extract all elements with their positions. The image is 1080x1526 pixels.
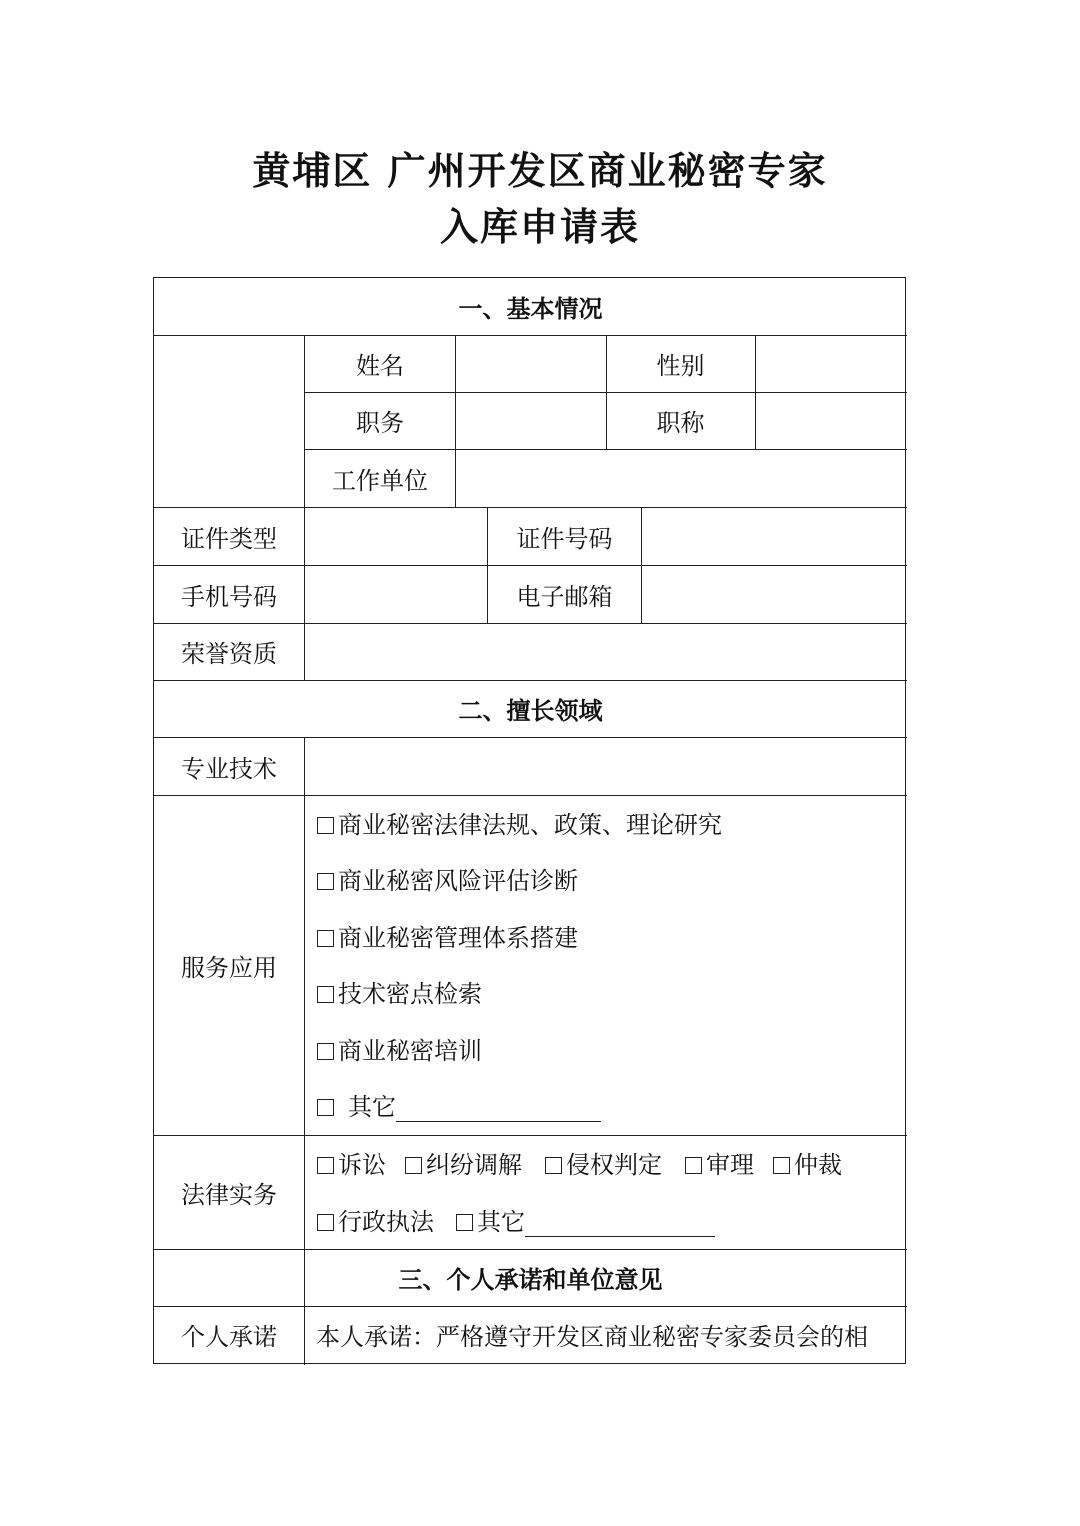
checkbox-icon[interactable] <box>685 1157 702 1174</box>
form-title-line2: 入库申请表 <box>439 205 640 249</box>
employer-field[interactable] <box>456 449 907 507</box>
service-label: 服务应用 <box>181 953 277 982</box>
checkbox-icon[interactable] <box>773 1157 790 1174</box>
photo-area[interactable] <box>154 335 304 507</box>
id-number-field[interactable] <box>642 507 907 565</box>
checkbox-icon[interactable] <box>317 1214 334 1231</box>
service-option[interactable]: 商业秘密培训 <box>317 1036 482 1066</box>
legal-option[interactable]: 诉讼 <box>317 1150 386 1180</box>
checkbox-icon[interactable] <box>317 1043 334 1060</box>
checkbox-icon[interactable] <box>317 1157 334 1174</box>
name-field[interactable] <box>456 335 606 392</box>
tech-field[interactable] <box>305 737 907 795</box>
form-title-line1: 黄埔区 广州开发区商业秘密专家 <box>252 149 828 193</box>
checkbox-icon[interactable] <box>317 873 334 890</box>
service-option[interactable]: 技术密点检索 <box>317 979 482 1009</box>
service-option[interactable]: 商业秘密风险评估诊断 <box>317 866 578 896</box>
legal-option[interactable]: 纠纷调解 <box>405 1150 522 1180</box>
gender-label: 性别 <box>656 352 705 380</box>
gender-field[interactable] <box>756 335 907 392</box>
checkbox-icon[interactable] <box>317 817 334 834</box>
employer-label: 工作单位 <box>332 466 428 495</box>
legal-option-other[interactable]: 其它 <box>456 1207 715 1237</box>
id-number-label: 证件号码 <box>516 524 613 553</box>
other-blank-line[interactable] <box>396 1097 601 1122</box>
checkbox-icon[interactable] <box>317 986 334 1003</box>
id-type-label: 证件类型 <box>181 524 277 553</box>
professional-title-label: 职称 <box>656 409 705 437</box>
section-basic-info-heading: 一、基本情况 <box>458 295 603 323</box>
id-type-field[interactable] <box>305 507 487 565</box>
email-field[interactable] <box>642 565 907 623</box>
legal-label: 法律实务 <box>181 1180 277 1209</box>
checkbox-icon[interactable] <box>317 930 334 947</box>
name-label: 姓名 <box>356 352 404 380</box>
checkbox-icon[interactable] <box>317 1099 334 1116</box>
honors-label: 荣誉资质 <box>181 640 277 668</box>
legal-option[interactable]: 审理 <box>685 1150 754 1180</box>
checkbox-icon[interactable] <box>545 1157 562 1174</box>
tech-label: 专业技术 <box>181 754 277 783</box>
legal-option[interactable]: 侵权判定 <box>545 1150 662 1180</box>
section-expertise-heading: 二、擅长领域 <box>458 697 603 725</box>
position-label: 职务 <box>356 409 404 437</box>
checkbox-icon[interactable] <box>405 1157 422 1174</box>
phone-field[interactable] <box>305 565 487 623</box>
pledge-text: 本人承诺：严格遵守开发区商业秘密专家委员会的相 <box>316 1323 868 1351</box>
pledge-label: 个人承诺 <box>181 1323 277 1351</box>
email-label: 电子邮箱 <box>516 582 613 611</box>
position-field[interactable] <box>456 392 606 449</box>
phone-label: 手机号码 <box>181 582 277 611</box>
other-blank-line[interactable] <box>525 1212 715 1237</box>
checkbox-icon[interactable] <box>456 1214 473 1231</box>
legal-option[interactable]: 仲裁 <box>773 1150 842 1180</box>
legal-option[interactable]: 行政执法 <box>317 1207 434 1237</box>
section-pledge-heading: 三、个人承诺和单位意见 <box>398 1266 663 1294</box>
service-option-other[interactable]: 其它 <box>317 1092 601 1122</box>
professional-title-field[interactable] <box>756 392 907 449</box>
honors-field[interactable] <box>305 623 907 680</box>
application-form-table <box>153 277 906 1364</box>
service-option[interactable]: 商业秘密管理体系搭建 <box>317 923 578 953</box>
service-option[interactable]: 商业秘密法律法规、政策、理论研究 <box>317 810 722 840</box>
